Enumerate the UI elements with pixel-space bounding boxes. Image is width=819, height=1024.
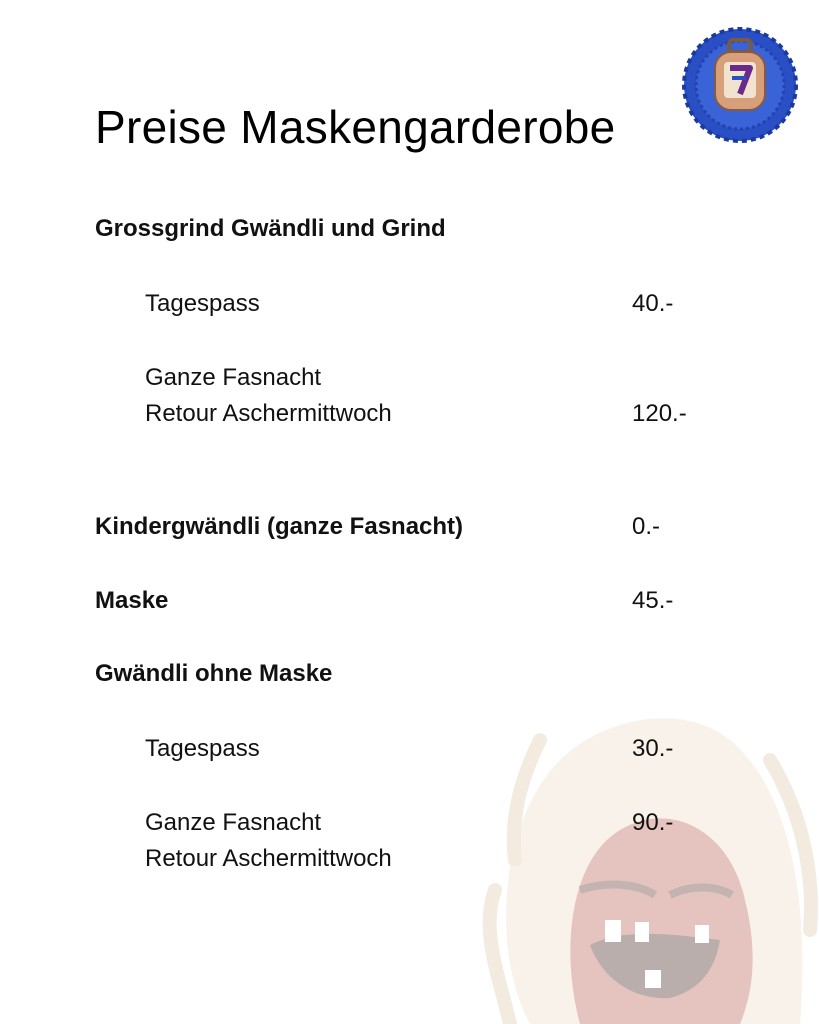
grossgrind-ganze-price: 120.-: [632, 400, 687, 427]
kinder-price: 0.-: [632, 513, 661, 540]
grossgrind-ganze-label-line2: Retour Aschermittwoch: [145, 400, 392, 427]
ohne-maske-tagespass-price: 30.-: [632, 735, 674, 762]
ohne-maske-ganze-label-line2: Retour Aschermittwoch: [145, 845, 392, 872]
grossgrind-ganze-label-line1: Ganze Fasnacht: [145, 364, 322, 391]
section-heading-kinder: Kindergwändli (ganze Fasnacht): [95, 513, 464, 540]
ohne-maske-ganze-price: 90.-: [632, 809, 674, 836]
grossgrind-tagespass-label: Tagespass: [145, 290, 260, 317]
maske-price: 45.-: [632, 587, 674, 614]
ohne-maske-ganze-label-line1: Ganze Fasnacht: [145, 809, 322, 836]
section-heading-maske: Maske: [95, 587, 169, 614]
section-heading-ohne-maske: Gwändli ohne Maske: [95, 660, 333, 687]
page-title: Preise Maskengarderobe: [95, 101, 616, 153]
section-heading-grossgrind: Grossgrind Gwändli und Grind: [95, 215, 446, 242]
grossgrind-tagespass-price: 40.-: [632, 290, 674, 317]
ohne-maske-tagespass-label: Tagespass: [145, 735, 260, 762]
rosette-badge-icon: [682, 22, 798, 148]
